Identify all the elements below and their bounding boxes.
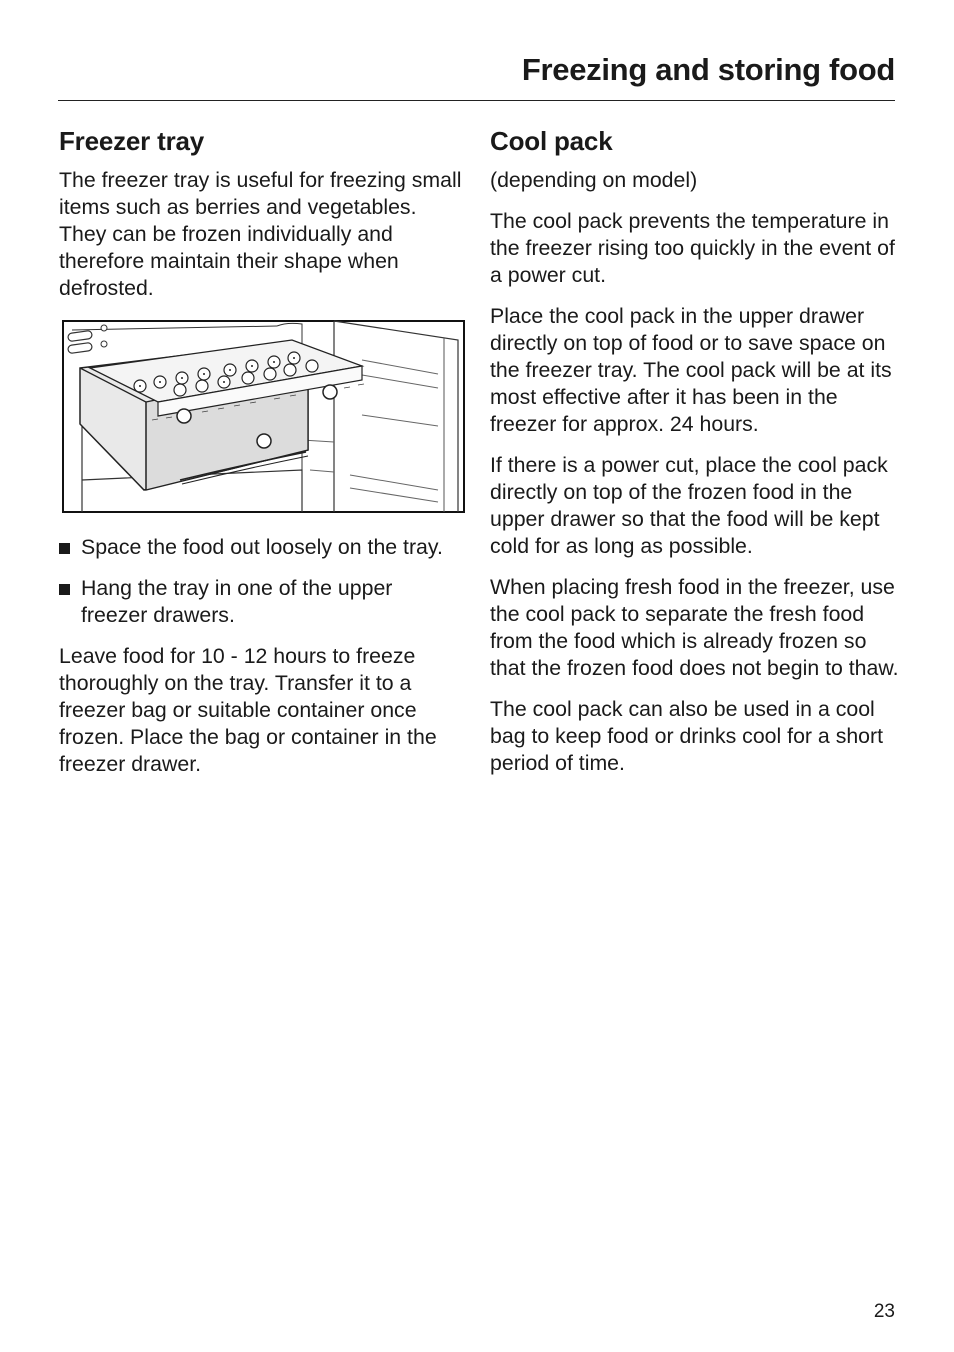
- cool-pack-paragraph: When placing fresh food in the freezer, use the cool pack to separate the fresh food from the food which is already frozen so that the frozen food does not begin to thaw.: [490, 575, 899, 680]
- cool-pack-section: [490, 124, 900, 791]
- freezer-tray-illustration: [62, 320, 467, 513]
- page-title: Freezing and storing food: [521, 52, 895, 87]
- freezer-tray-closing: Leave food for 10 - 12 hours to freeze thoroughly on the tray. Transfer it to a freezer bag or suitable container once frozen. Place the bag or container in the freezer drawer.: [59, 644, 437, 776]
- cool-pack-heading: Cool pack: [490, 126, 613, 156]
- freezer-tray-intro: The freezer tray is useful for freezing small items such as berries and vegetables. They can be frozen individually and therefore maintain their shape when defrosted.: [59, 168, 462, 300]
- cool-pack-paragraph: The cool pack can also be used in a cool bag to keep food or drinks cool for a short period of time.: [490, 697, 884, 775]
- freezer-tray-steps: [59, 534, 464, 629]
- cool-pack-paragraph: The cool pack prevents the temperature in the freezer rising too quickly in the event of a power cut.: [490, 209, 895, 287]
- cool-pack-paragraph: Place the cool pack in the upper drawer directly on top of food or to save space on the freezer tray. The cool pack will be at its most effective after it has been in the freezer for approx. 24 hours.: [490, 304, 892, 436]
- cool-pack-paragraph: If there is a power cut, place the cool pack directly on top of the frozen food in the upper drawer so that the food will be kept cold for as long as possible.: [490, 453, 888, 558]
- freezer-tray-section: [59, 124, 464, 792]
- header-rule: [58, 100, 895, 101]
- list-item: [59, 534, 464, 561]
- cool-pack-note: (depending on model): [490, 168, 698, 192]
- step-text: Hang the tray in one of the upper freezer drawers.: [81, 576, 393, 627]
- freezer-tray-heading: Freezer tray: [59, 126, 205, 156]
- list-item: [59, 575, 464, 629]
- page-number: 23: [873, 1301, 895, 1322]
- bullet-square-icon: [59, 543, 70, 554]
- bullet-square-icon: [59, 584, 70, 595]
- step-text: Space the food out loosely on the tray.: [81, 535, 443, 559]
